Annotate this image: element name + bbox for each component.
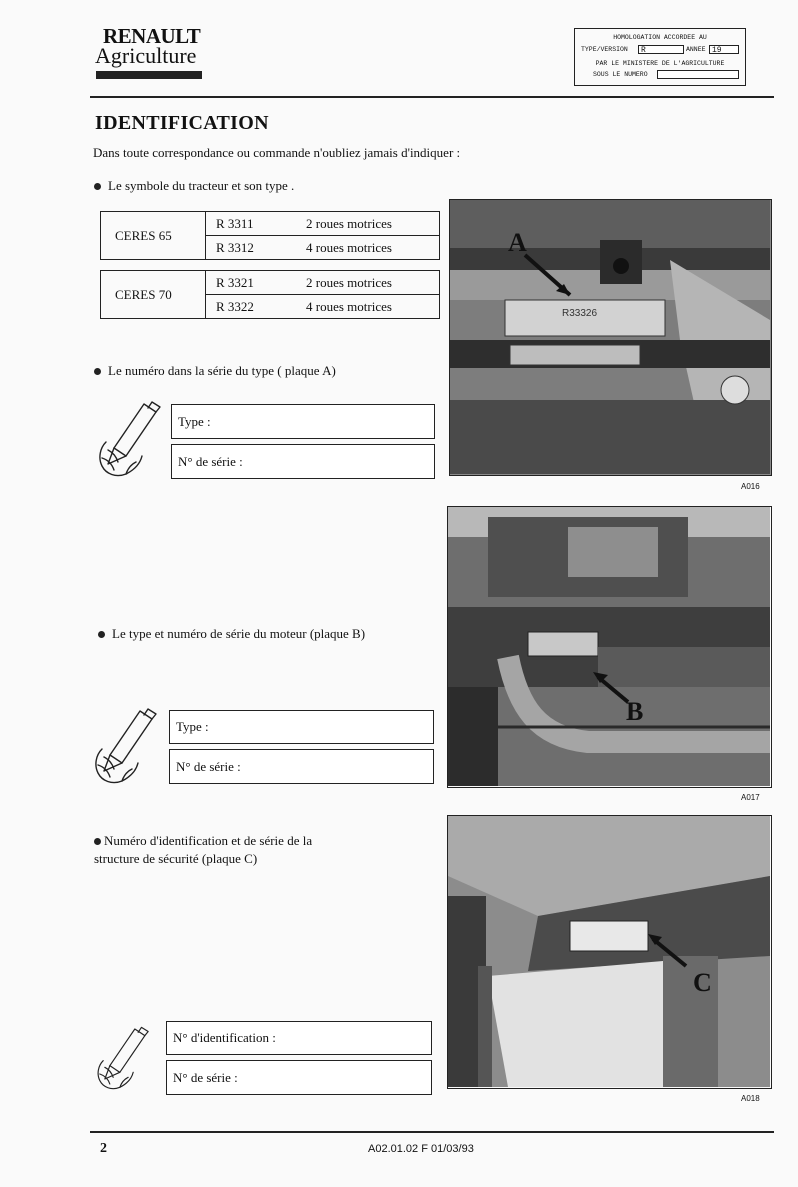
intro-text: Dans toute correspondance ou commande n'oubliez jamais d'indiquer : — [93, 145, 461, 160]
model-code: R 3312 — [206, 236, 295, 260]
bullet-dot — [94, 183, 101, 190]
bullet-dot — [94, 838, 101, 845]
photo-caption-a: A016 — [741, 482, 760, 491]
homologation-stamp — [574, 28, 746, 86]
hand-writing-pen-icon — [96, 398, 166, 482]
bullet-plate-a — [94, 363, 336, 379]
type-field-a[interactable] — [171, 404, 435, 439]
type-field-b[interactable] — [169, 710, 434, 744]
numero-field[interactable] — [657, 70, 739, 79]
photo-plate-b — [447, 506, 772, 788]
id-label: N° d'identification : — [173, 1030, 276, 1045]
model-table-ceres-65 — [100, 211, 440, 260]
annee-label: ANNEE — [686, 46, 706, 53]
bullet-symbol-text: Le symbole du tracteur et son type . — [108, 178, 295, 193]
serial-label: N° de série : — [173, 1069, 238, 1085]
bullet-plate-a-text: Le numéro dans la série du type ( plaque A) — [108, 363, 336, 378]
type-version-label: TYPE/VERSION — [581, 46, 628, 53]
annee-field[interactable]: 19 — [709, 45, 739, 54]
id-field-c[interactable] — [166, 1021, 432, 1055]
bullet-plate-c-line2: structure de sécurité (plaque C) — [94, 851, 258, 866]
photo-plate-a — [449, 199, 772, 476]
numero-label: SOUS LE NUMERO — [593, 71, 648, 78]
model-desc: 4 roues motrices — [294, 236, 440, 260]
bullet-plate-b-text: Le type et numéro de série du moteur (plaque B) — [112, 626, 366, 641]
bullet-dot — [94, 368, 101, 375]
homologation-line1: HOMOLOGATION ACCORDEE AU — [613, 34, 707, 41]
brand-logo-subtext: Agriculture — [95, 43, 197, 68]
footer-rule — [90, 1131, 774, 1133]
homologation-line3: PAR LE MINISTERE DE L'AGRICULTURE — [595, 60, 725, 67]
model-desc: 4 roues motrices — [294, 295, 440, 319]
hand-writing-pen-icon — [92, 705, 162, 789]
model-desc: 2 roues motrices — [294, 212, 440, 236]
bullet-symbol — [94, 178, 294, 194]
marker-a: A — [508, 228, 527, 257]
model-code: R 3311 — [206, 212, 295, 236]
page-title: IDENTIFICATION — [95, 112, 269, 134]
model-name: CERES 65 — [101, 212, 206, 260]
brand-logo-text: RENAULT — [103, 24, 201, 48]
photo-caption-c: A018 — [741, 1094, 760, 1103]
marker-c: C — [693, 968, 712, 997]
serial-field-a[interactable] — [171, 444, 435, 479]
model-desc: 2 roues motrices — [294, 271, 440, 295]
bullet-plate-b — [98, 626, 365, 642]
document-reference: A02.01.02 F 01/03/93 — [368, 1143, 474, 1155]
plate-a-text: R33326 — [562, 308, 598, 319]
type-version-field[interactable]: R — [638, 45, 684, 54]
hand-writing-pen-icon — [89, 1024, 159, 1094]
bullet-dot — [98, 631, 105, 638]
bullet-plate-c-text-1: Numéro d'identification et de série de la — [104, 833, 313, 848]
serial-field-c[interactable] — [166, 1060, 432, 1095]
bullet-plate-c — [94, 833, 312, 849]
serial-label: N° de série : — [178, 453, 243, 469]
model-table-ceres-70 — [100, 270, 440, 319]
serial-field-b[interactable] — [169, 749, 434, 784]
model-code: R 3322 — [206, 295, 295, 319]
page-number: 2 — [100, 1141, 107, 1156]
model-name: CERES 70 — [101, 271, 206, 319]
photo-caption-b: A017 — [741, 793, 760, 802]
marker-b: B — [626, 697, 644, 726]
model-code: R 3321 — [206, 271, 295, 295]
header-rule — [90, 96, 774, 98]
photo-plate-c — [447, 815, 772, 1089]
type-label: Type : — [178, 413, 211, 429]
logo-bar — [96, 71, 202, 79]
serial-label: N° de série : — [176, 758, 241, 774]
type-label: Type : — [176, 719, 209, 734]
